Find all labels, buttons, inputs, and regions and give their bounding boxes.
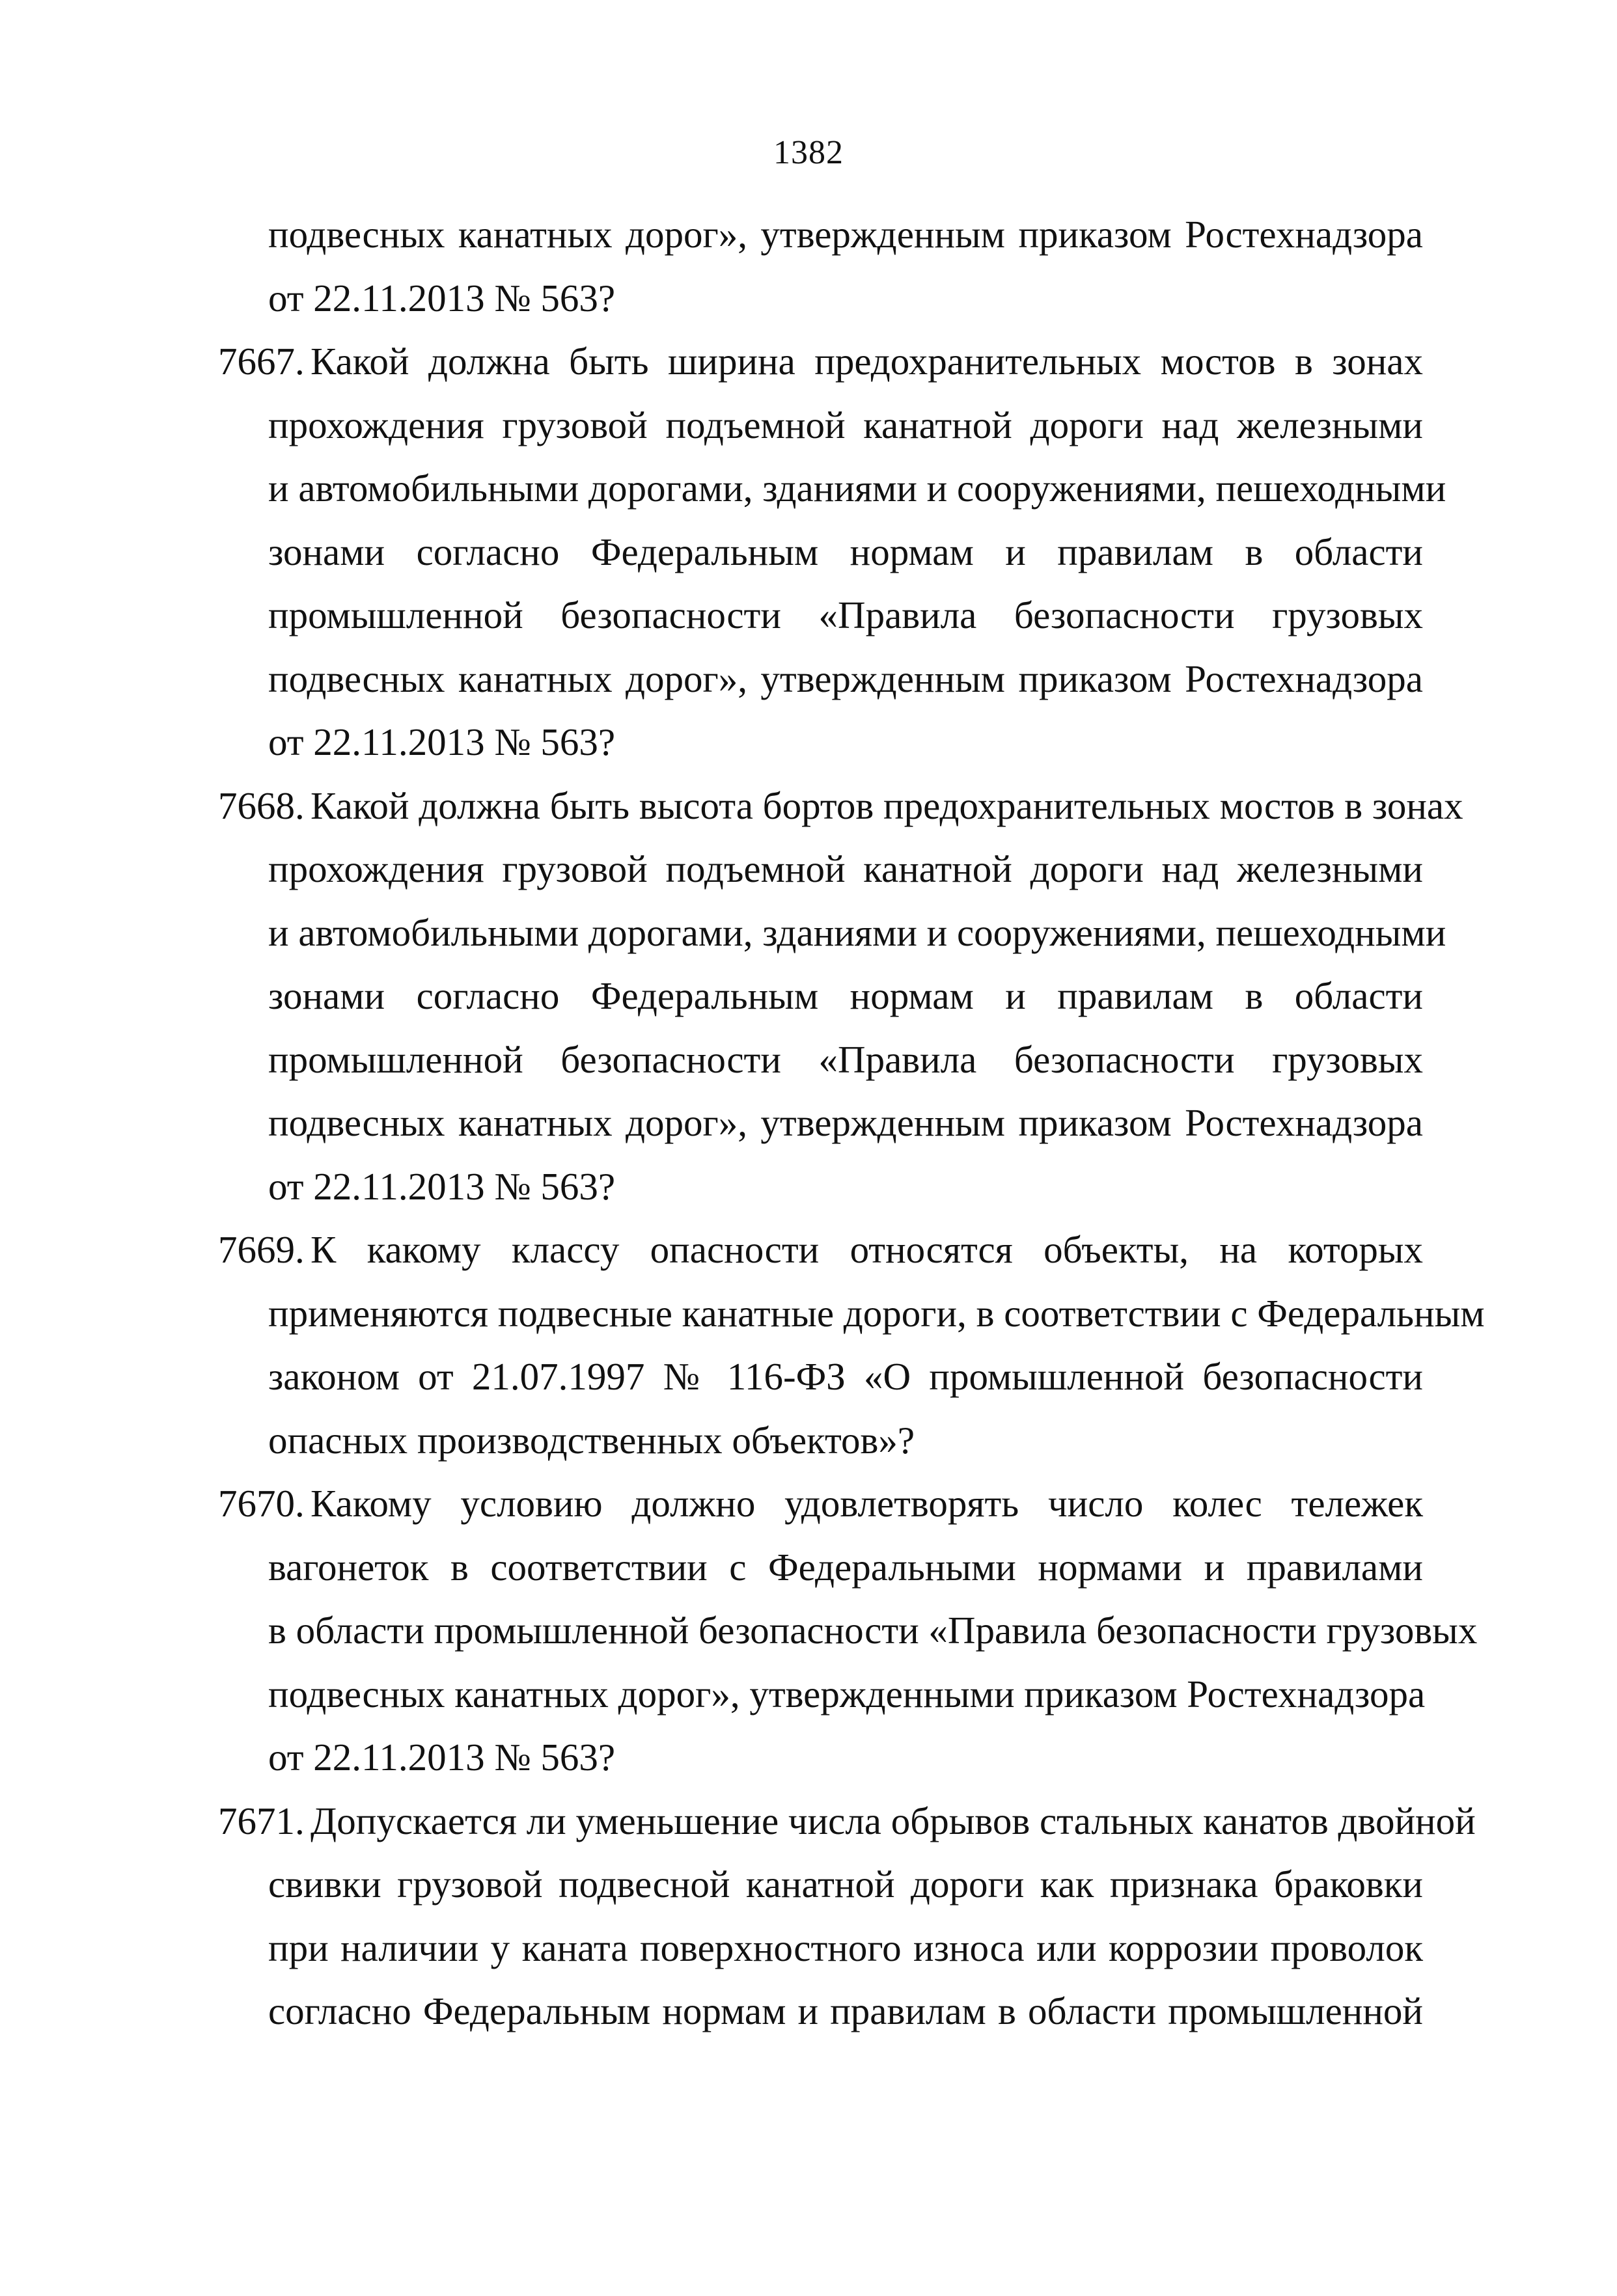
question-7668-line: прохождения грузовой подъемной канатной дороги над железными [268,847,1423,890]
question-number: 7669. [218,1228,305,1271]
question-7670-line: 7670. Какому условию должно удовлетворять число колес тележек [218,1472,1423,1536]
question-number: 7667. [218,340,305,383]
question-7669-line: применяются подвесные канатные дороги, в соответствии с Федеральным [268,1291,1485,1335]
page-number: 1382 [773,134,844,171]
document-body [218,203,1485,2043]
question-7669-line: законом от 21.07.1997 № 116-ФЗ «О промышленной безопасности [268,1355,1423,1398]
question-7667-line: и автомобильными дорогами, зданиями и сооружениями, пешеходными [268,467,1446,510]
question-7668-line: от 22.11.2013 № 563? [268,1164,616,1208]
question-7667-line: зонами согласно Федеральным нормам и правилам в области [268,530,1423,573]
question-number: 7668. [218,784,305,827]
question-7671-line: при наличии у каната поверхностного износа или коррозии проволок [268,1926,1423,1969]
question-7667-line: подвесных канатных дорог», утвержденным приказом Ростехнадзора [268,657,1423,700]
question-7667-line: 7667. Какой должна быть ширина предохранительных мостов в зонах [218,330,1423,394]
question-7668-line: 7668. Какой должна быть высота бортов предохранительных мостов в зонах [218,774,1423,838]
question-7670-line: вагонеток в соответствии с Федеральными нормами и правилами [268,1545,1423,1589]
question-7668-line: подвесных канатных дорог», утвержденным приказом Ростехнадзора [268,1101,1423,1144]
question-7671-line: свивки грузовой подвесной канатной дороги как признака браковки [268,1863,1423,1906]
question-7670-line: подвесных канатных дорог», утвержденными приказом Ростехнадзора [268,1672,1426,1715]
question-7667-line: прохождения грузовой подъемной канатной дороги над железными [268,403,1423,446]
question-7671-line: 7671. Допускается ли уменьшение числа обрывов стальных канатов двойной [218,1790,1423,1853]
question-7670-line: в области промышленной безопасности «Правила безопасности грузовых [268,1609,1478,1652]
question-7669-line: 7669. К какому классу опасности относятся объекты, на которых [218,1218,1423,1282]
question-number: 7671. [218,1799,305,1842]
question-7669-line: опасных производственных объектов»? [268,1418,915,1462]
question-7671-line: согласно Федеральным нормам и правилам в области промышленной [268,1989,1423,2032]
question-number: 7670. [218,1482,305,1525]
text-line: подвесных канатных дорог», утвержденным приказом Ростехнадзора [268,213,1423,256]
question-7668-line: промышленной безопасности «Правила безопасности грузовых [268,1037,1423,1081]
question-7667-line: промышленной безопасности «Правила безопасности грузовых [268,594,1423,636]
question-7670-line: от 22.11.2013 № 563? [268,1736,616,1779]
question-7667-line: от 22.11.2013 № 563? [268,720,616,763]
question-7668-line: зонами согласно Федеральным нормам и правилам в области [268,974,1423,1017]
question-7668-line: и автомобильными дорогами, зданиями и сооружениями, пешеходными [268,910,1446,954]
text-line: от 22.11.2013 № 563? [268,276,616,320]
